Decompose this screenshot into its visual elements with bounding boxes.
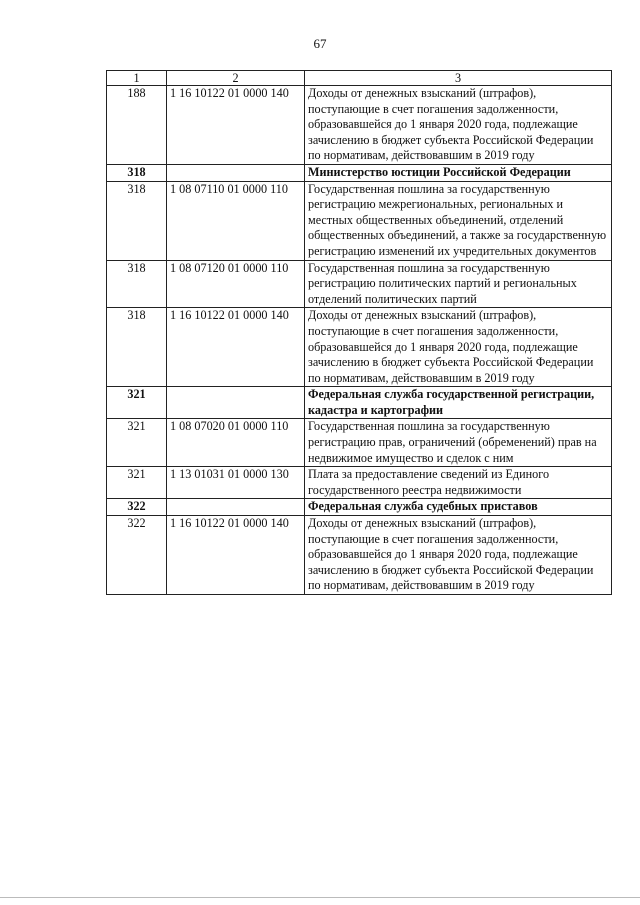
table-row	[107, 86, 612, 165]
revenue-description: Государственная пошлина за государственную регистрацию межрегиональных, региональных и местных общественных объединений, отделений общественных объединений, а также за государственную регистрацию изменений их учредительных документов	[305, 181, 612, 260]
table-row	[107, 181, 612, 260]
administrator-code: 321	[107, 467, 167, 499]
revenue-description: Доходы от денежных взысканий (штрафов), поступающие в счет погашения задолженности, образовавшейся до 1 января 2020 года, подлежащие зачислению в бюджет субъекта Российской Федерации по нормативам, действовавшим в 2019 году	[305, 308, 612, 387]
table-row	[107, 419, 612, 467]
header-row	[107, 71, 612, 86]
table-row	[107, 308, 612, 387]
administrator-code: 321	[107, 419, 167, 467]
column-header-3: 3	[305, 71, 612, 86]
budget-classification-code	[167, 387, 305, 419]
budget-classification-code: 1 16 10122 01 0000 140	[167, 86, 305, 165]
budget-classification-code: 1 08 07110 01 0000 110	[167, 181, 305, 260]
administrator-code: 322	[107, 499, 167, 516]
budget-classification-code: 1 08 07120 01 0000 110	[167, 260, 305, 308]
table-row-agency	[107, 499, 612, 516]
budget-codes-table	[106, 70, 612, 595]
revenue-description: Доходы от денежных взысканий (штрафов), поступающие в счет погашения задолженности, образовавшейся до 1 января 2020 года, подлежащие зачислению в бюджет субъекта Российской Федерации по нормативам, действовавшим в 2019 году	[305, 516, 612, 595]
budget-classification-code: 1 16 10122 01 0000 140	[167, 308, 305, 387]
revenue-description: Государственная пошлина за государственную регистрацию прав, ограничений (обременений) прав на недвижимое имущество и сделок с ним	[305, 419, 612, 467]
administrator-code: 318	[107, 308, 167, 387]
agency-name: Федеральная служба государственной регистрации, кадастра и картографии	[305, 387, 612, 419]
budget-classification-code: 1 16 10122 01 0000 140	[167, 516, 305, 595]
agency-name: Министерство юстиции Российской Федерации	[305, 164, 612, 181]
administrator-code: 318	[107, 260, 167, 308]
agency-name: Федеральная служба судебных приставов	[305, 499, 612, 516]
table-row-agency	[107, 164, 612, 181]
administrator-code: 322	[107, 516, 167, 595]
column-header-1: 1	[107, 71, 167, 86]
table-row-agency	[107, 387, 612, 419]
table-row	[107, 516, 612, 595]
administrator-code: 321	[107, 387, 167, 419]
page-number: 67	[313, 36, 327, 51]
revenue-description: Плата за предоставление сведений из Единого государственного реестра недвижимости	[305, 467, 612, 499]
budget-classification-code: 1 13 01031 01 0000 130	[167, 467, 305, 499]
administrator-code: 188	[107, 86, 167, 165]
scan-edge-line	[0, 897, 640, 898]
budget-classification-code	[167, 499, 305, 516]
revenue-description: Государственная пошлина за государственную регистрацию политических партий и региональных отделений политических партий	[305, 260, 612, 308]
table-row	[107, 467, 612, 499]
revenue-description: Доходы от денежных взысканий (штрафов), поступающие в счет погашения задолженности, образовавшейся до 1 января 2020 года, подлежащие зачислению в бюджет субъекта Российской Федерации по нормативам, действовавшим в 2019 году	[305, 86, 612, 165]
budget-classification-code	[167, 164, 305, 181]
column-header-2: 2	[167, 71, 305, 86]
administrator-code: 318	[107, 181, 167, 260]
budget-classification-code: 1 08 07020 01 0000 110	[167, 419, 305, 467]
administrator-code: 318	[107, 164, 167, 181]
table-row	[107, 260, 612, 308]
